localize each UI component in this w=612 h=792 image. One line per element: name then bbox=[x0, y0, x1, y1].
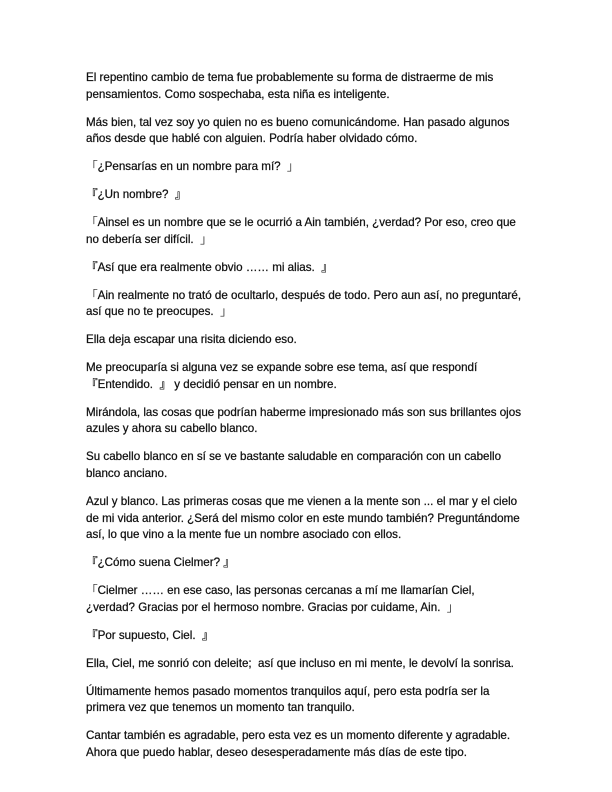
dialogue-line: 『Así que era realmente obvio …… mi alias. 』 bbox=[86, 260, 333, 274]
dialogue-line: 『Por supuesto, Ciel. 』 bbox=[86, 628, 214, 642]
paragraph: Cantar también es agradable, pero esta vez es un momento diferente y agradable. Ahora que puedo hablar, deseo desesperadamente más días de este tipo. bbox=[86, 729, 513, 759]
paragraph: Azul y blanco. Las primeras cosas que me vienen a la mente son ... el mar y el cielo de mi vida anterior. ¿Será del mismo color en este mundo también? Preguntándome así, lo que vino a la mente fue un nombre asociado con ellos. bbox=[86, 494, 523, 542]
dialogue-line: 『¿Un nombre? 』 bbox=[86, 188, 187, 202]
paragraph: El repentino cambio de tema fue probablemente su forma de distraerme de mis pensamientos. Como sospechaba, esta niña es inteligente. bbox=[86, 71, 497, 101]
paragraph: Ella, Ciel, me sonrió con deleite; así que incluso en mi mente, le devolví la sonrisa. bbox=[86, 656, 514, 670]
page-body bbox=[86, 70, 526, 773]
paragraph: Más bien, tal vez soy yo quien no es bueno comunicándome. Han pasado algunos años desde que hablé con alguien. Podría haber olvidado cómo. bbox=[86, 115, 513, 146]
dialogue-line: 「Ainsel es un nombre que se le ocurrió a Ain también, ¿verdad? Por eso, creo que no debería ser difícil. 」 bbox=[86, 216, 520, 246]
dialogue-line: 「Ain realmente no trató de ocultarlo, después de todo. Pero aun así, no preguntaré, así que no te preocupes. 」 bbox=[86, 288, 525, 319]
paragraph: Su cabello blanco en sí se ve bastante saludable en comparación con un cabello blanco anciano. bbox=[86, 450, 505, 480]
dialogue-line: 「Cielmer …… en ese caso, las personas cercanas a mí me llamarían Ciel, ¿verdad? Gracias por el hermoso nombre. Gracias por cuidame, Ain. 」 bbox=[86, 584, 478, 614]
paragraph: Últimamente hemos pasado momentos tranquilos aquí, pero esta podría ser la primera vez que tenemos un momento tan tranquilo. bbox=[86, 684, 493, 715]
dialogue-line: 『¿Cómo suena Cielmer? 』 bbox=[86, 556, 235, 570]
dialogue-line: 「¿Pensarías en un nombre para mí? 」 bbox=[86, 160, 299, 174]
paragraph: Ella deja escapar una risita diciendo eso. bbox=[86, 333, 297, 347]
paragraph: Me preocuparía si alguna vez se expande sobre ese tema, así que respondí 『Entendido. 』 y decidió pensar en un nombre. bbox=[86, 361, 481, 391]
paragraph: Mirándola, las cosas que podrían haberme impresionado más son sus brillantes ojos azules y ahora su cabello blanco. bbox=[86, 405, 525, 436]
